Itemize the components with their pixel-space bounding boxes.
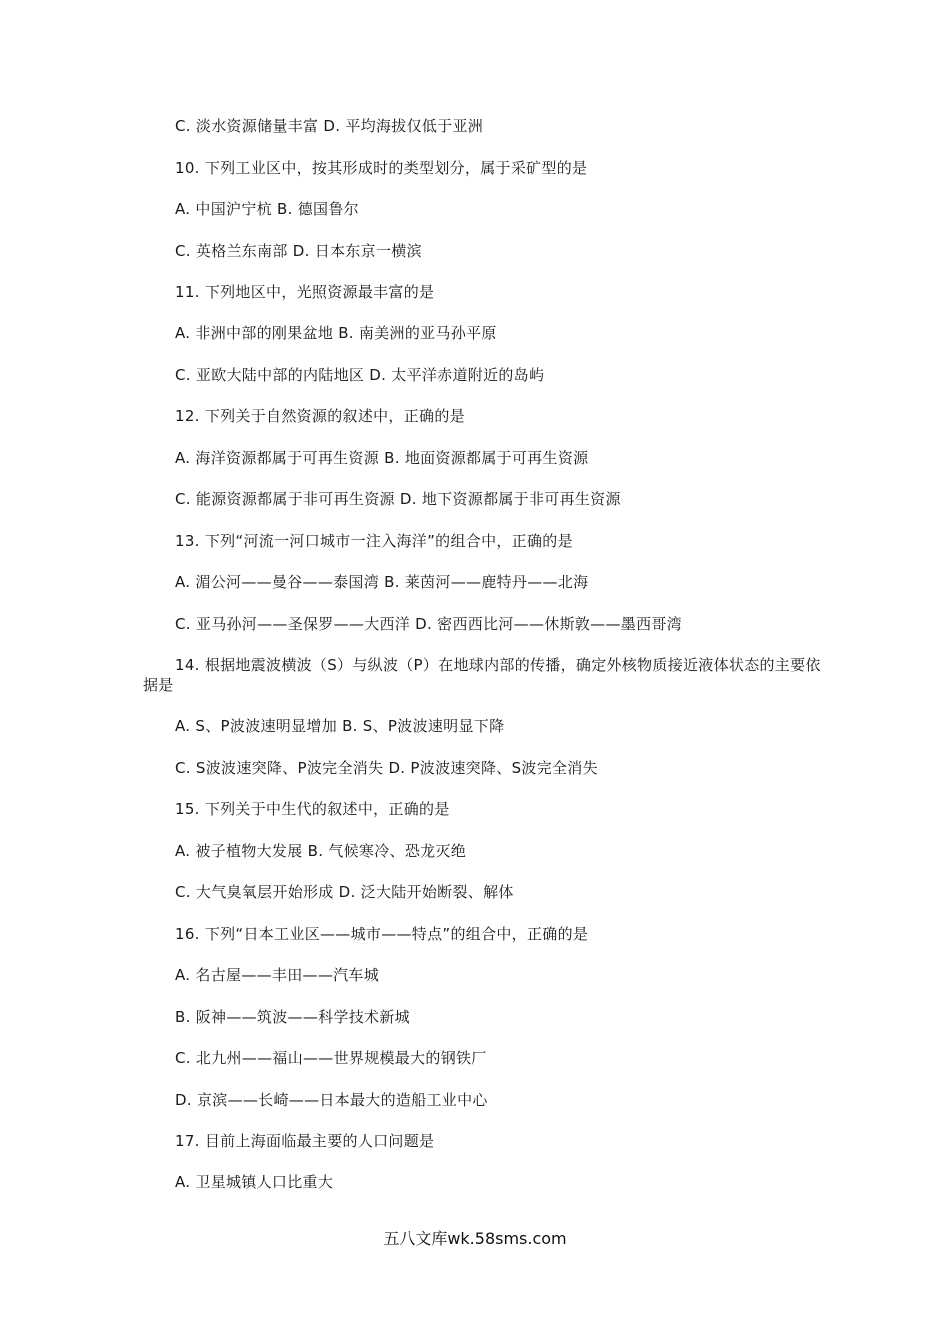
question-14: 14. 根据地震波横波（S）与纵波（P）在地球内部的传播，确定外核物质接近液体状态的主要依据是 xyxy=(143,656,821,694)
question-13: 13. 下列“河流一河口城市一注入海洋”的组合中，正确的是 xyxy=(175,532,573,550)
option-line-10ab: A. 中国沪宁杭 B. 德国鲁尔 xyxy=(175,200,359,218)
footer-watermark: 五八文库wk.58sms.com xyxy=(383,1229,567,1248)
option-line-15cd: C. 大气臭氧层开始形成 D. 泛大陆开始断裂、解体 xyxy=(175,883,514,901)
option-line-12ab: A. 海洋资源都属于可再生资源 B. 地面资源都属于可再生资源 xyxy=(175,449,589,467)
question-16: 16. 下列“日本工业区——城市——特点”的组合中，正确的是 xyxy=(175,925,589,943)
question-15: 15. 下列关于中生代的叙述中，正确的是 xyxy=(175,800,450,818)
option-line-10cd: C. 英格兰东南部 D. 日本东京一横滨 xyxy=(175,242,422,260)
option-16b: B. 阪神——筑波——科学技术新城 xyxy=(175,1008,410,1026)
question-12: 12. 下列关于自然资源的叙述中，正确的是 xyxy=(175,407,465,425)
option-line-15ab: A. 被子植物大发展 B. 气候寒冷、恐龙灭绝 xyxy=(175,842,467,860)
option-line-11cd: C. 亚欧大陆中部的内陆地区 D. 太平洋赤道附近的岛屿 xyxy=(175,366,545,384)
option-16a: A. 名古屋——丰田——汽车城 xyxy=(175,966,380,984)
option-line-14ab: A. S、P波波速明显增加 B. S、P波波速明显下降 xyxy=(175,717,505,735)
option-line-9cd: C. 淡水资源储量丰富 D. 平均海拔仅低于亚洲 xyxy=(175,117,484,135)
question-10: 10. 下列工业区中，按其形成时的类型划分，属于采矿型的是 xyxy=(175,159,588,177)
option-17a: A. 卫星城镇人口比重大 xyxy=(175,1173,334,1191)
option-16c: C. 北九州——福山——世界规模最大的钢铁厂 xyxy=(175,1049,487,1067)
question-11: 11. 下列地区中，光照资源最丰富的是 xyxy=(175,283,435,301)
option-line-12cd: C. 能源资源都属于非可再生资源 D. 地下资源都属于非可再生资源 xyxy=(175,490,621,508)
option-line-11ab: A. 非洲中部的刚果盆地 B. 南美洲的亚马孙平原 xyxy=(175,324,497,342)
option-line-13ab: A. 湄公河——曼谷——泰国湾 B. 莱茵河——鹿特丹——北海 xyxy=(175,573,589,591)
option-line-13cd: C. 亚马孙河——圣保罗——大西洋 D. 密西西比河——休斯敦——墨西哥湾 xyxy=(175,615,682,633)
option-16d: D. 京滨——长崎——日本最大的造船工业中心 xyxy=(175,1091,488,1109)
option-line-14cd: C. S波波速突降、P波完全消失 D. P波波速突降、S波完全消失 xyxy=(175,759,598,777)
question-17: 17. 目前上海面临最主要的人口问题是 xyxy=(175,1132,435,1150)
